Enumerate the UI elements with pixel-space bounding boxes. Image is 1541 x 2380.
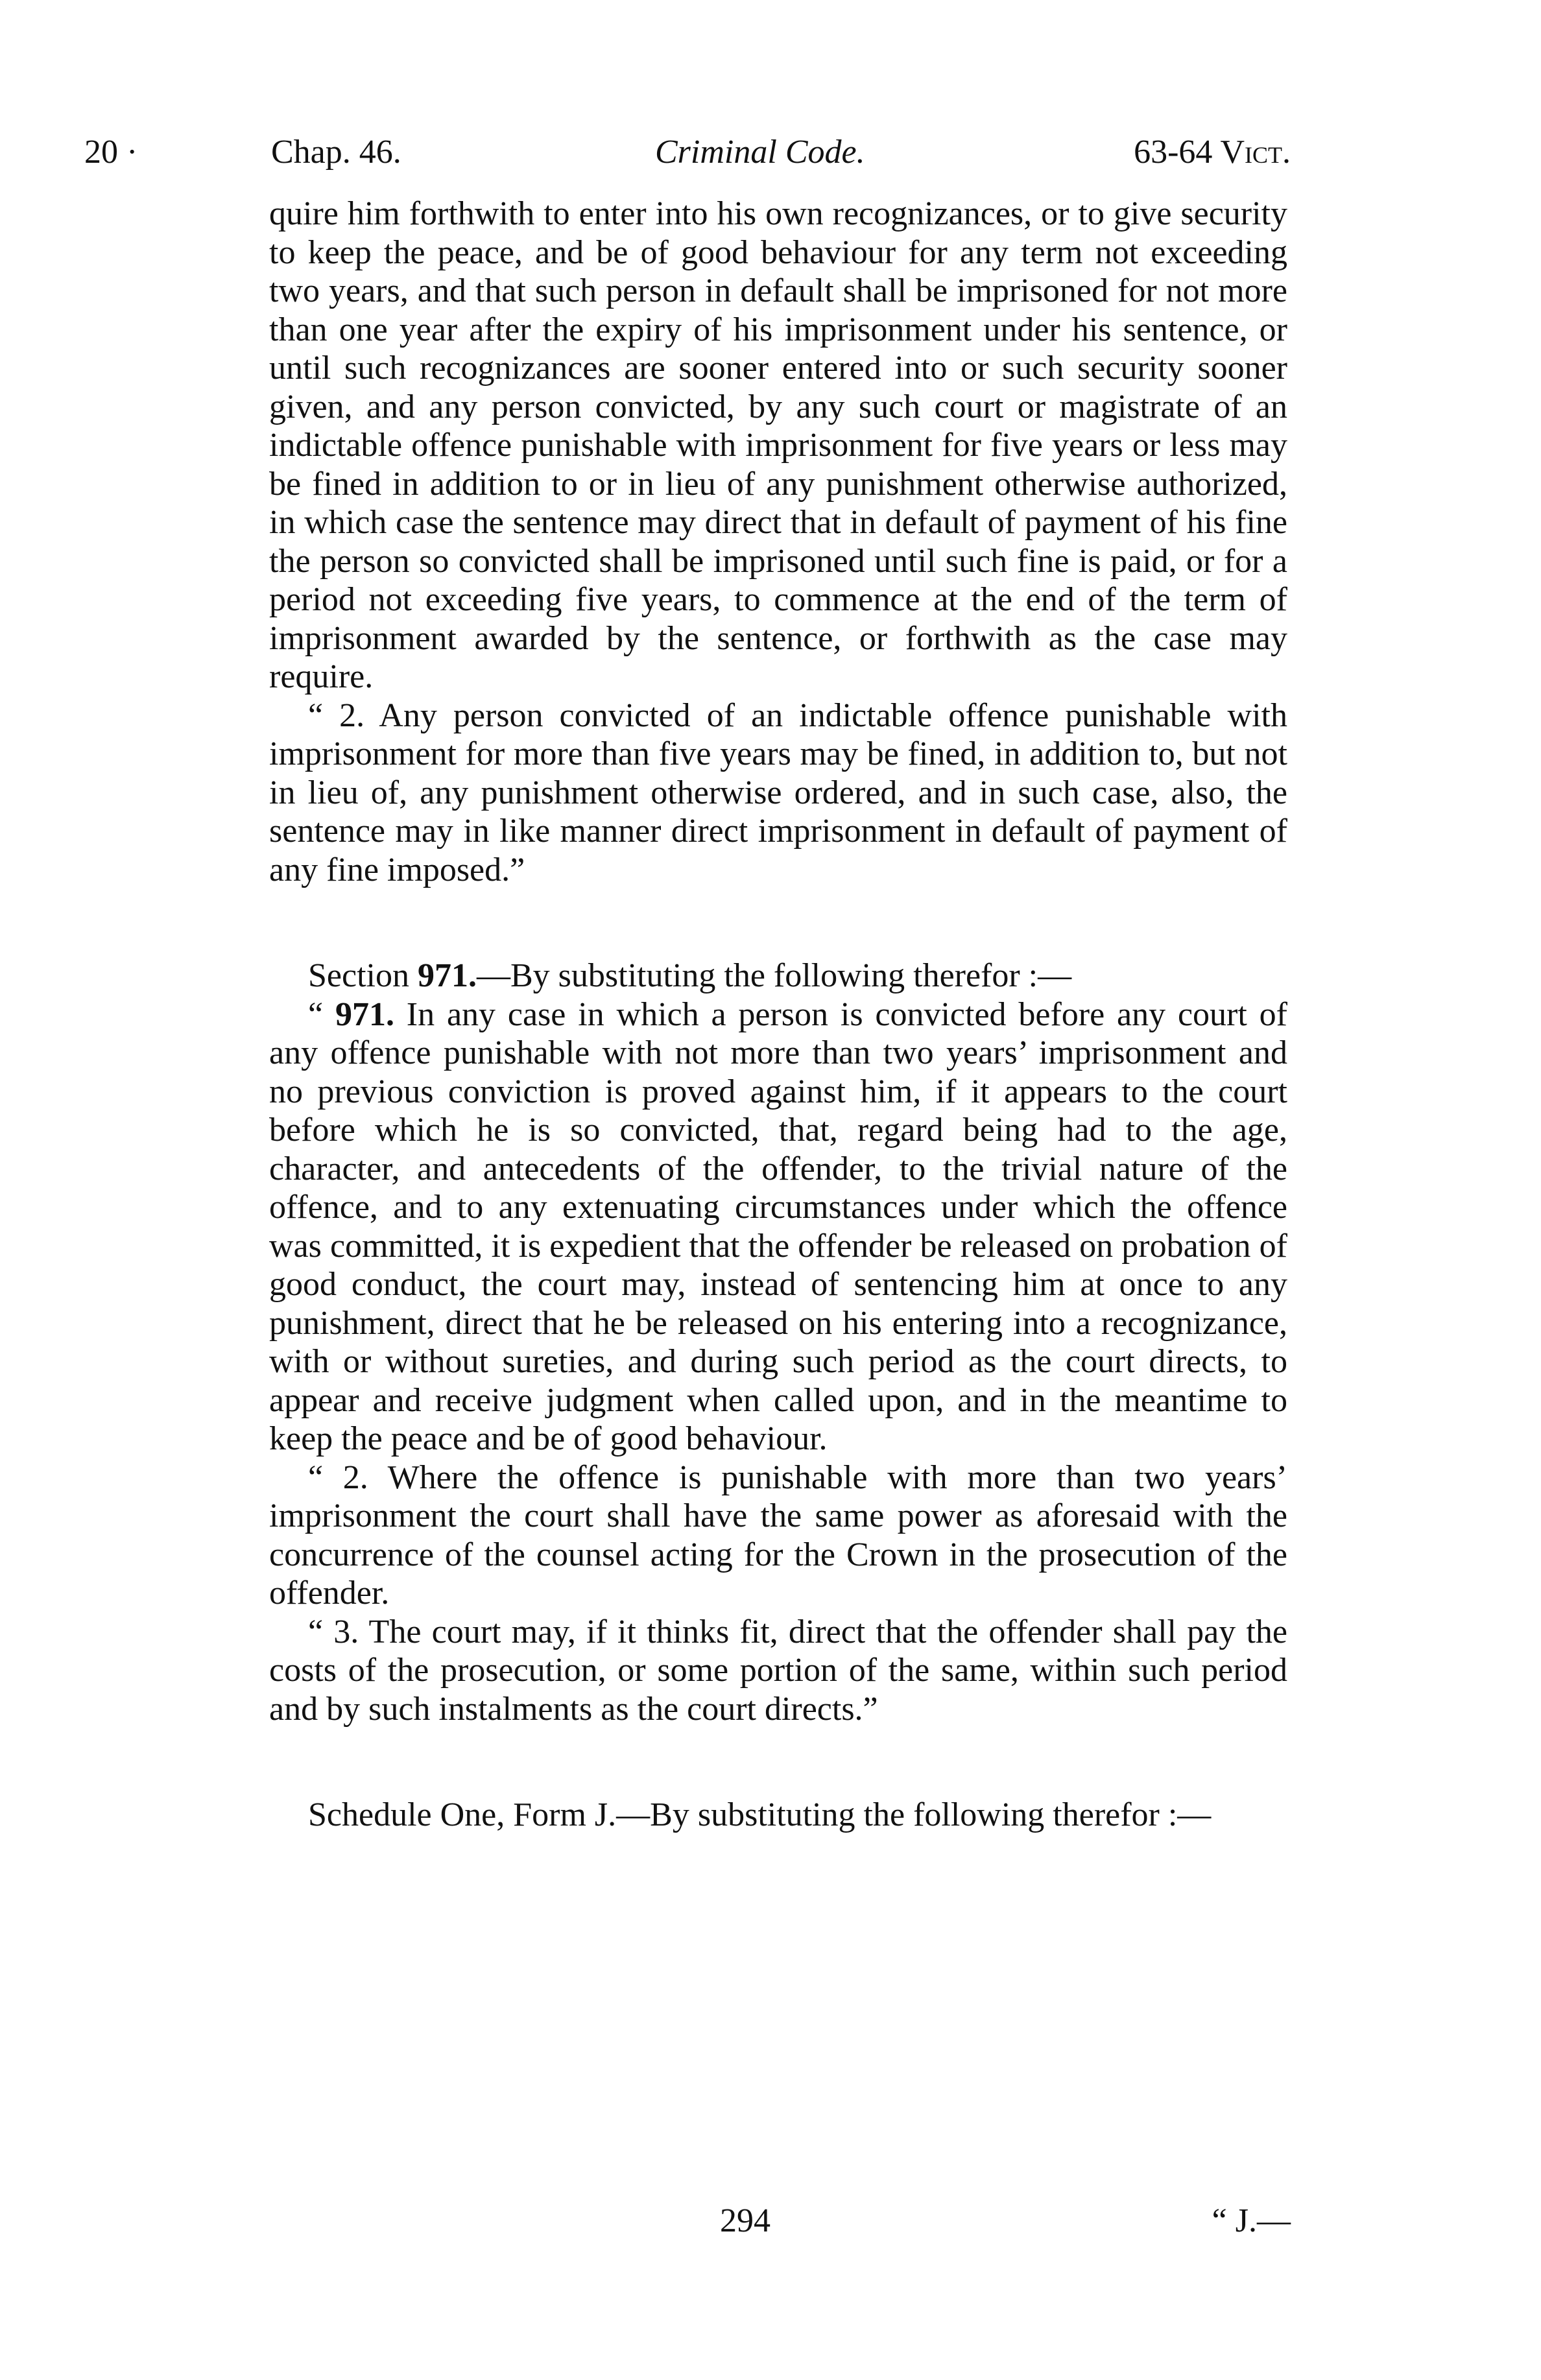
section-intro-text: Section: [308, 957, 418, 994]
section-971-subsection-2: “ 2. Where the offence is punishable with more than two years’ imprisonment the court shall have the same power as aforesaid with the concurrence of the counsel acting for the Crown in the prosecution of the offender.: [269, 1458, 1287, 1612]
quote-mark: “: [308, 995, 335, 1033]
paragraph-subsection-2: “ 2. Any person convicted of an indictable offence punishable with imprisonment for more than five years may be fined, in addition to, but not in lieu of, any punishment otherwise ordered, and in such case, also, the sentence may in like manner direct imprisonment in default of payment of any fine imposed.”: [269, 696, 1287, 888]
section-971-body: In any case in which a person is convicted before any court of any offence punishable with not more than two years’ imprisonment and no previous conviction is proved against him, if it appears to the court before which he is so convicted, that, regard being had to the age, character, and antecedents of the offender, to the trivial nature of the offence, and to any extenuating circumstances under which the offence was committed, it is expedient that the offender be released on probation of good conduct, the court may, instead of sentencing him at once to any punishment, direct that he be released on his entering into a recognizance, with or without sureties, and during such period as the court directs, to appear and receive judgment when called upon, and in the meantime to keep the peace and be of good behaviour.: [269, 995, 1287, 1457]
section-971-subsection-3: “ 3. The court may, if it thinks fit, direct that the offender shall pay the costs of the prosecution, or some portion of the same, within such period and by such instalments as the court directs.”: [269, 1613, 1287, 1728]
section-number-bold: 971.: [335, 995, 394, 1033]
page-footer: [84, 2198, 1291, 2244]
paragraph-continuation: quire him forthwith to enter into his own recognizances, or to give security to keep the peace, and be of good behaviour for any term not exceeding two years, and that such person in default shall be imprisoned for not more than one year after the expiry of his imprisonment under his sentence, or until such recognizances are sooner entered into or such security sooner given, and any person convicted, by any such court or magistrate of an indictable offence punishable with imprisonment for five years or less may be fined in addition to or in lieu of any punishment otherwise authorized, in which case the sentence may direct that in default of payment of his fine the person so convicted shall be imprisoned until such fine is paid, or for a period not exceeding five years, to commence at the end of the term of imprisonment awarded by the sentence, or forthwith as the case may require.: [269, 195, 1287, 695]
section-971-intro: [269, 957, 1287, 995]
schedule-paragraph: Schedule One, Form J.—By substituting the following therefor :—: [308, 1796, 1212, 1833]
page-body: [269, 195, 1287, 1835]
paragraph-gap: [269, 889, 1287, 957]
section-971-text: [269, 995, 1287, 1458]
header-page-number: 20 ·: [84, 134, 138, 171]
running-header: [84, 130, 1291, 175]
section-number: 971.: [417, 957, 477, 994]
catchword: “ J.—: [1212, 2202, 1291, 2239]
header-regnal-year: 63-64 Vict.: [1134, 134, 1291, 171]
footer-page-number: 294: [720, 2202, 770, 2239]
paragraph-gap: [269, 1728, 1287, 1796]
section-intro-text-b: —By substituting the following therefor :—: [476, 957, 1072, 994]
header-title: Criminal Code.: [655, 134, 865, 171]
header-chapter: Chap. 46.: [271, 134, 401, 171]
